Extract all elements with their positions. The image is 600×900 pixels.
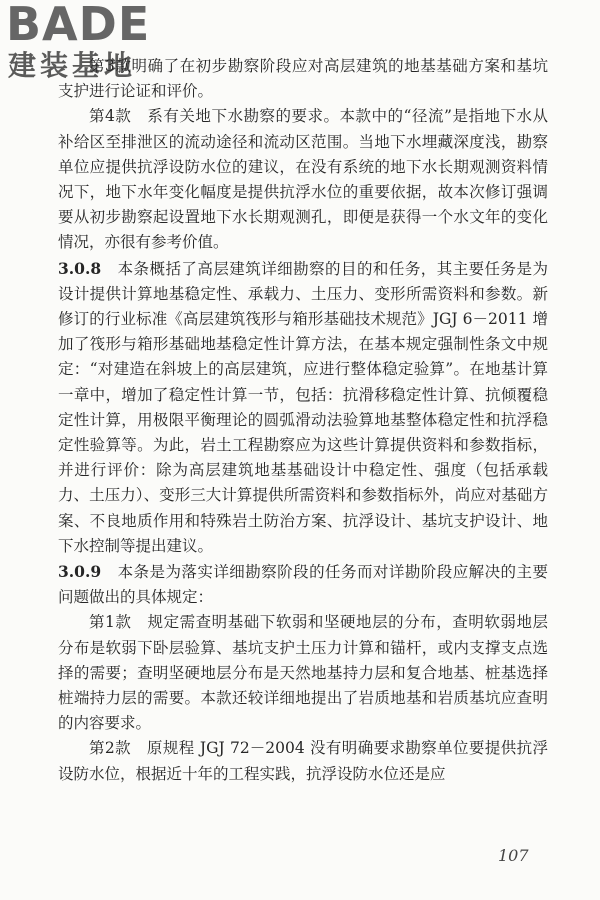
watermark-logo-text: BADE (6, 0, 151, 51)
section-number: 3.0.9 (58, 562, 102, 582)
section-paragraph (58, 559, 548, 610)
section-paragraph (58, 256, 548, 559)
page-body (58, 54, 548, 787)
paragraph: 第2款 原规程 JGJ 72－2004 没有明确要求勘察单位要提供抗浮设防水位，根据近十年的工程实践，抗浮设防水位还是应 (58, 739, 548, 783)
watermark-subtitle: 建装基地 (8, 49, 137, 82)
paragraph: 第4款 系有关地下水勘察的要求。本款中的“径流”是指地下水从补给区至排泄区的流动途径和流动区范围。当地下水埋藏深度浅，勘察单位应提供抗浮设防水位的建议，在没有系统的地下水长期观测资料情况下，地下水年变化幅度是提供抗浮水位的重要依据，故本次修订强调要从初步勘察起设置地下水长期观测孔，即便是获得一个水文年的变化情况，亦很有参考价值。 (58, 107, 548, 252)
paragraph: 第1款 规定需查明基础下软弱和坚硬地层的分布，查明软弱地层分布是软弱下卧层验算、基坑支护土压力计算和锚杆，或内支撑支点选择的需要；查明坚硬地层分布是天然地基持力层和复合地基、桩基选择桩端持力层的需要。本款还较详细地提出了岩质地基和岩质基坑应查明的内容要求。 (58, 613, 548, 733)
paragraph: 第3款明确了在初步勘察阶段应对高层建筑的地基基础方案和基坑支护进行论证和评价。 (58, 57, 548, 101)
section-number: 3.0.8 (58, 258, 102, 278)
page-number: 107 (498, 846, 529, 865)
section-text: 本条是为落实详细勘察阶段的任务而对详勘阶段应解决的主要问题做出的具体规定： (58, 563, 548, 607)
section-text: 本条概括了高层建筑详细勘察的目的和任务，其主要任务是为设计提供计算地基稳定性、承载力、土压力、变形所需资料和参数。新修订的行业标准《高层建筑筏形与箱形基础技术规范》JGJ 6－2011 增加了筏形与箱形基础地基稳定性计算方法，在基本规定强制性条文中规定：“对建造在斜坡上的高层建筑，应进行整体稳定验算”。在地基计算一章中，增加了稳定性计算一节，包括：抗滑移稳定性计算、抗倾覆稳定性计算，用极限平衡理论的圆弧滑动法验算地基整体稳定性和抗浮稳定性验算等。为此，岩土工程勘察应为这些计算提供资料和参数指标，并进行评价：除为高层建筑地基基础设计中稳定性、强度（包括承载力、土压力）、变形三大计算提供所需资料和参数指标外，尚应对基础方案、不良地质作用和特殊岩土防治方案、抗浮设计、基坑支护设计、地下水控制等提出建议。 (58, 259, 548, 555)
